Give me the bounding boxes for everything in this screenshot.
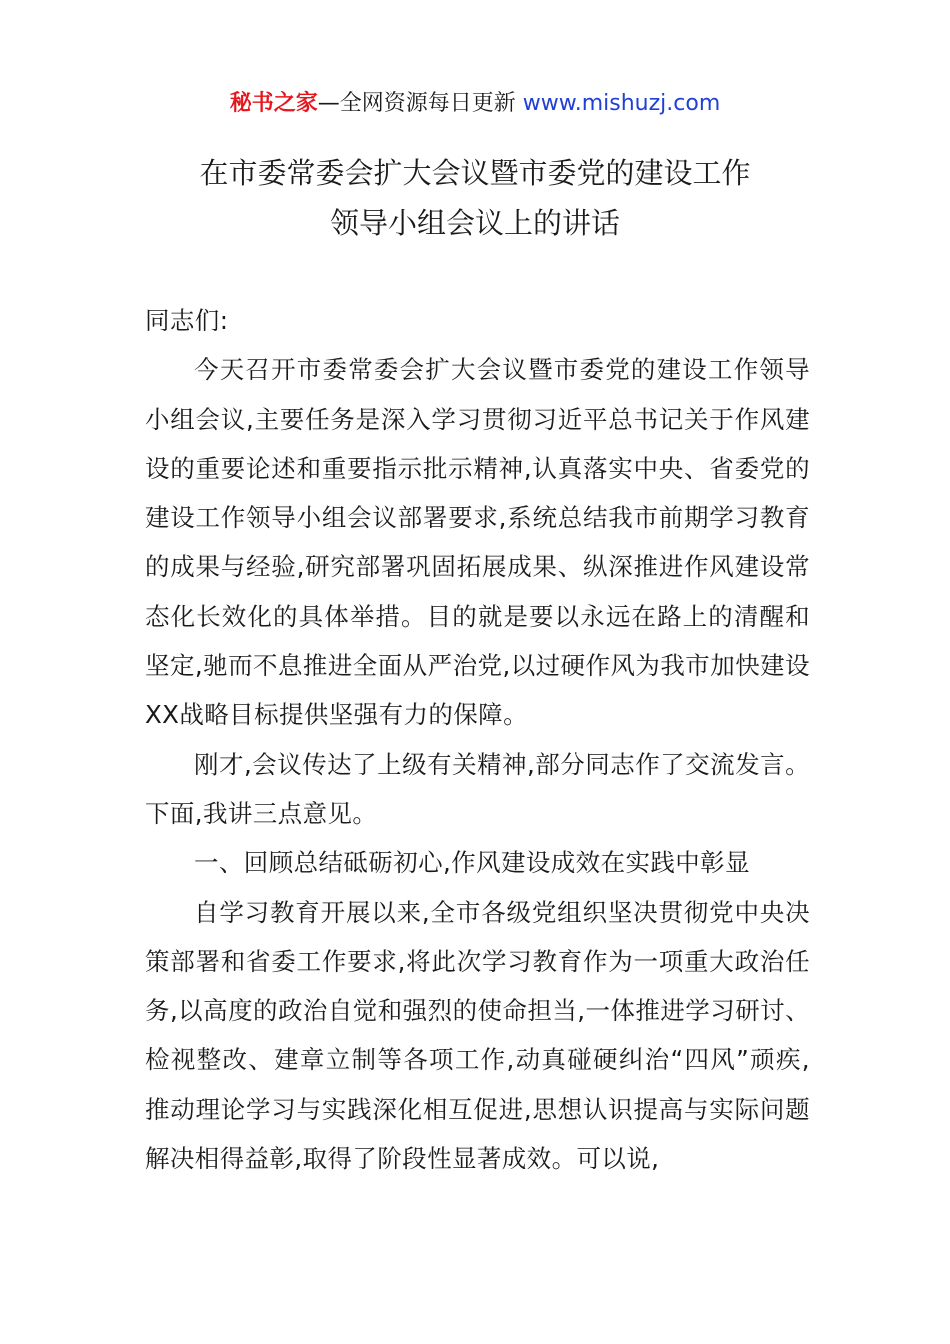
section-heading-1: 一、回顾总结砥砺初心,作风建设成效在实践中彰显	[194, 848, 750, 878]
salutation: 同志们:	[145, 306, 229, 335]
title-line-1: 在市委常委会扩大会议暨市委党的建设工作	[199, 156, 751, 190]
paragraph-section-1: 自学习教育开展以来,全市各级党组织坚决贯彻党中央决策部署和省委工作要求,将此次学习教育作为一项重大政治任务,以高度的政治自觉和强烈的使命担当,一体推进学习研讨、检视整改、建章立制等各项工作,动真碰硬纠治“四风”顽疾,推动理论学习与实践深化相互促进,思想认识提高与实际问题解决相得益彰,取得了阶段性显著成效。可以说,	[145, 897, 810, 1174]
paragraph-transition: 刚才,会议传达了上级有关精神,部分同志作了交流发言。下面,我讲三点意见。	[145, 749, 810, 828]
site-brand: 秘书之家	[229, 91, 318, 116]
paragraph-intro: 今天召开市委常委会扩大会议暨市委党的建设工作领导小组会议,主要任务是深入学习贯彻习近平总书记关于作风建设的重要论述和重要指示批示精神,认真落实中央、省委党的建设工作领导小组会议部署要求,系统总结我市前期学习教育的成果与经验,研究部署巩固拓展成果、纵深推进作风建设常态化长效化的具体举措。目的就是要以永远在路上的清醒和坚定,驰而不息推进全面从严治党,以过硬作风为我市加快建设XX战略目标提供坚强有力的保障。	[145, 355, 810, 730]
site-url-link[interactable]: www.mishuzj.com	[522, 91, 721, 116]
site-header	[0, 88, 950, 120]
title-line-2: 领导小组会议上的讲话	[329, 206, 620, 240]
document-title	[0, 148, 950, 248]
document-body	[145, 296, 810, 1183]
site-tagline: —全网资源每日更新	[317, 91, 523, 116]
